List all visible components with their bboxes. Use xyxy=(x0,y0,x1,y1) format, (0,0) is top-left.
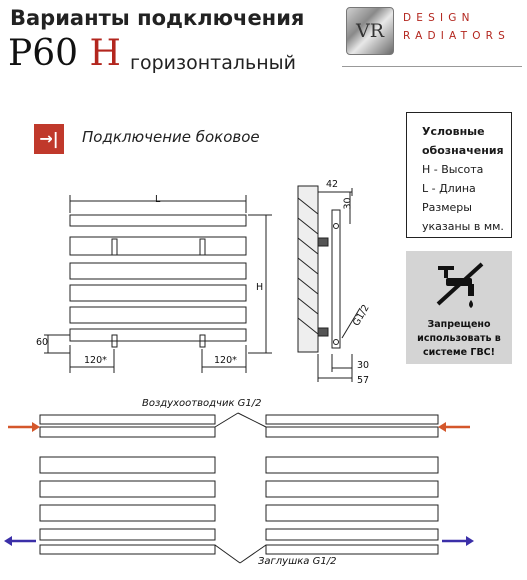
dim-left-offset: 120* xyxy=(84,355,107,366)
page-title: Варианты подключения xyxy=(10,6,305,30)
brand-line-2: RADIATORS xyxy=(403,30,511,42)
dim-lower-1: 30 xyxy=(357,360,370,371)
connection-diagrams xyxy=(0,405,527,580)
legend-heading: Условные обозначения xyxy=(422,125,504,157)
dim-thread: G1/2 xyxy=(350,302,372,329)
dim-length: L xyxy=(155,194,161,205)
dim-lower-2: 57 xyxy=(357,375,370,386)
brand-line-1: DESIGN xyxy=(403,12,475,24)
dim-bottom: 60 xyxy=(36,337,49,348)
model-letter: H xyxy=(89,33,121,74)
warning-text: Запрещено использовать в системе ГВС! xyxy=(417,319,501,358)
model-prefix: P60 xyxy=(8,33,79,74)
front-view-drawing xyxy=(30,185,280,375)
dim-upper: 30 xyxy=(342,197,354,210)
legend-item-height: H - Высота xyxy=(422,163,484,176)
legend-item-length: L - Длина xyxy=(422,182,476,195)
plug-note: Заглушка G1/2 xyxy=(258,556,337,567)
header-rule xyxy=(342,66,522,67)
side-view-drawing xyxy=(290,178,390,390)
dim-top: 42 xyxy=(326,179,339,190)
model-name xyxy=(8,33,121,74)
dim-height: H xyxy=(256,282,264,293)
brand-logo: VR xyxy=(346,7,394,55)
legend-box xyxy=(406,112,512,238)
legend-item-units: Размеры указаны в мм. xyxy=(422,201,504,233)
no-faucet-icon xyxy=(430,258,490,310)
dim-right-offset: 120* xyxy=(214,355,237,366)
connection-label: Подключение боковое xyxy=(82,128,260,146)
model-subtitle: горизонтальный xyxy=(130,52,296,74)
air-vent-note: Воздухоотводчик G1/2 xyxy=(142,398,262,409)
side-connection-icon: →| xyxy=(34,124,64,154)
